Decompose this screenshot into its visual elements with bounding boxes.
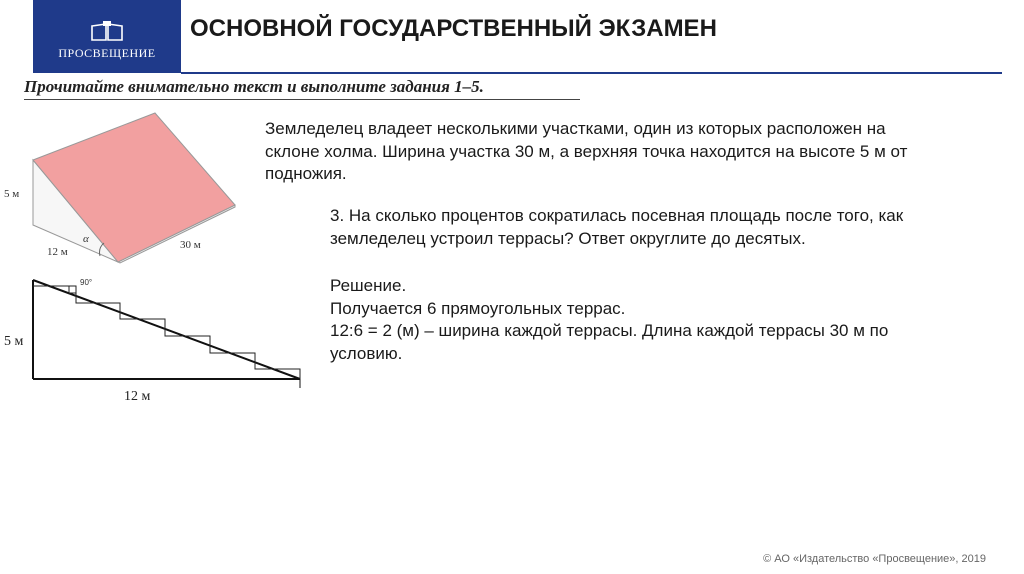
page-title: ОСНОВНОЙ ГОСУДАРСТВЕННЫЙ ЭКЗАМЕН (190, 15, 717, 42)
right-angle-mark (69, 286, 76, 293)
header-divider (181, 72, 1002, 74)
slope-surface (33, 113, 235, 262)
terrace-risers (76, 286, 255, 362)
base-label: 12 м (47, 246, 68, 258)
solution-block (330, 275, 1010, 365)
intro-line: подножия. (265, 164, 347, 183)
solution-line: 12:6 = 2 (м) – ширина каждой террасы. Длина каждой террасы 30 м по (330, 321, 889, 340)
solution-heading: Решение. (330, 276, 407, 295)
height-label: 5 м (4, 188, 20, 200)
triangle-hypotenuse (33, 280, 300, 379)
intro-paragraph (265, 118, 985, 186)
base-label: 12 м (124, 389, 151, 404)
hill-slope-figure (0, 105, 250, 270)
question-line: земледелец устроил террасы? Ответ округлите до десятых. (330, 228, 806, 248)
intro-line: склоне холма. Ширина участка 30 м, а верхняя точка находится на высоте 5 м от (265, 141, 908, 161)
instruction-underline (24, 99, 580, 100)
intro-line: Земледелец владеет несколькими участками, один из которых расположен на (265, 119, 886, 138)
copyright-footer: © АО «Издательство «Просвещение», 2019 (763, 553, 986, 565)
solution-line: условию. (330, 343, 403, 363)
logo-text: ПРОСВЕЩЕНИЕ (58, 46, 156, 60)
width-label: 30 м (180, 239, 201, 251)
publisher-logo (33, 0, 181, 73)
angle-label: α (83, 233, 89, 245)
solution-line: Получается 6 прямоугольных террас. (330, 298, 626, 318)
height-label: 5 м (4, 334, 24, 349)
question-paragraph (330, 205, 1010, 250)
question-line: 3. На сколько процентов сократилась посевная площадь после того, как (330, 206, 904, 225)
terraces-figure (0, 272, 310, 412)
book-logo-icon (90, 20, 124, 42)
right-angle-label: 90° (80, 278, 93, 287)
instruction-text: Прочитайте внимательно текст и выполните задания 1–5. (24, 77, 484, 96)
